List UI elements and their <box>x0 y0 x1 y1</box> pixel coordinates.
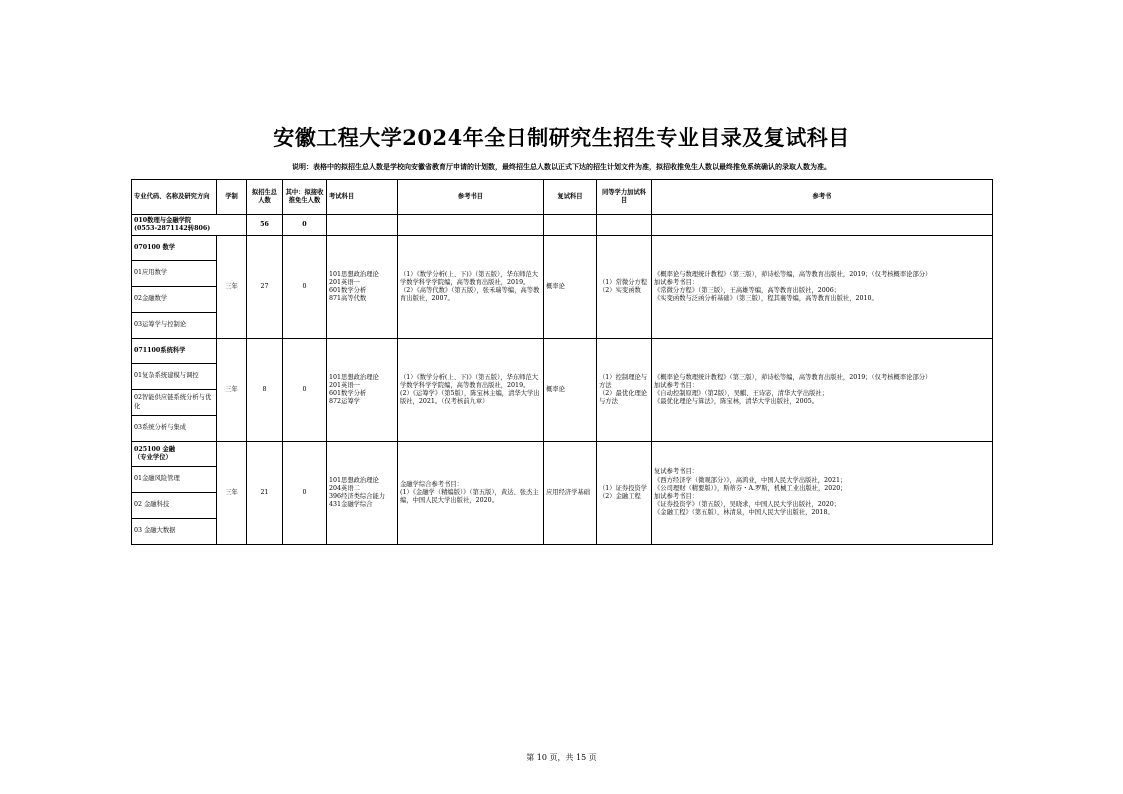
college-exempt: 0 <box>283 215 327 236</box>
header-total: 拟招生总人数 <box>247 180 283 215</box>
major-name: 070100 数学 <box>132 236 217 261</box>
major-books: （1）《数学分析(上、下)》（第五版），华东师范大学数学科学学院编，高等教育出版社，2019。 （2）《高等代数》（第五版），张禾瑞等编，高等教育出版社，2007。 <box>398 236 544 339</box>
direction-item: 03 金融大数据 <box>132 519 217 545</box>
major-total: 8 <box>247 339 283 442</box>
direction-item: 03系统分析与集成 <box>132 416 217 442</box>
direction-item: 02 金融科技 <box>132 493 217 519</box>
major-retest-books: 复试参考书目： 《西方经济学（微观部分）》，高鸿业，中国人民大学出版社，2021； 《公司理财（精要版）》，斯蒂芬・A.罗斯，机械工业出版社，2020； 加试参考书目： 《证券投资学》（第五版），吴晓求，中国人民大学出版社，2020； 《金融工程》（第五版），林清泉，中国人民大学出版社，2018。 <box>652 442 993 545</box>
page-footer: 第 10 页，共 15 页 <box>526 753 597 762</box>
header-extra: 同等学力加试科目 <box>597 180 652 215</box>
major-retest-books: 《概率论与数理统计教程》（第三版），茆诗松等编，高等教育出版社，2019；（仅考核概率论部分） 加试参考书目： 《常微分方程》（第三版），王高雄等编，高等教育出版社，2006； 《实变函数与泛函分析基础》（第三版），程其襄等编，高等教育出版社，2010。 <box>652 236 993 339</box>
direction-item: 01金融风险管理 <box>132 467 217 493</box>
college-total: 56 <box>247 215 283 236</box>
major-extra: （1）控制理论与方法 （2）最优化理论与方法 <box>597 339 652 442</box>
note-text: 说明：表格中的拟招生总人数是学校向安徽省教育厅申请的计划数，最终招生总人数以正式下达的招生计划文件为准，拟招收推免生人数以最终推免系统确认的录取人数为准。 <box>292 162 831 171</box>
major-row <box>132 339 993 364</box>
college-name: 010数理与金融学院 (0553-2871142转806) <box>132 215 247 236</box>
major-retest: 概率论 <box>544 339 597 442</box>
college-row <box>132 215 993 236</box>
major-duration: 三年 <box>217 442 247 545</box>
header-retest: 复试科目 <box>544 180 597 215</box>
major-total: 21 <box>247 442 283 545</box>
major-row <box>132 236 993 261</box>
major-books: 金融学综合参考书目： (1）《金融学（精编版）》（第五版），黄达、张杰主编，中国人民大学出版社，2020。 <box>398 442 544 545</box>
major-row <box>132 442 993 467</box>
table-header-row <box>132 180 993 215</box>
major-books: （1）《数学分析(上、下)》（第五版），华东师范大学数学科学学院编，高等教育出版社，2019。 (2）《运筹学》（第5版），陈宝林主编，清华大学出版社，2021。（仅考核前九章） <box>398 339 544 442</box>
header-retest-books: 参考书 <box>652 180 993 215</box>
header-exam: 考试科目 <box>327 180 398 215</box>
major-total: 27 <box>247 236 283 339</box>
direction-item: 02智能供应链系统分析与优化 <box>132 390 217 416</box>
direction-item: 03运筹学与控制论 <box>132 313 217 339</box>
header-exempt: 其中：拟接收推免生人数 <box>283 180 327 215</box>
header-major: 专业代码、名称及研究方向 <box>132 180 217 215</box>
major-exam: 101思想政治理论 201英语一 601数学分析 872运筹学 <box>327 339 398 442</box>
major-exempt: 0 <box>283 442 327 545</box>
major-duration: 三年 <box>217 236 247 339</box>
major-retest-books: 《概率论与数理统计教程》（第三版），茆诗松等编，高等教育出版社，2019；（仅考核概率论部分） 加试参考书目： 《自动控制原理》（第2版），吴麒、王诗宓，清华大学出版社； 《最优化理论与算法》，陈宝林，清华大学出版社，2005。 <box>652 339 993 442</box>
header-duration: 学制 <box>217 180 247 215</box>
major-duration: 三年 <box>217 339 247 442</box>
major-retest: 概率论 <box>544 236 597 339</box>
major-retest: 应用经济学基础 <box>544 442 597 545</box>
page-title: 安徽工程大学2024年全日制研究生招生专业目录及复试科目 <box>273 125 850 150</box>
direction-item: 02金融数学 <box>132 287 217 313</box>
major-name: 025100 金融 （专业学位） <box>132 442 217 467</box>
catalog-table <box>131 179 993 545</box>
major-exam: 101思想政治理论 201英语一 601数学分析 871高等代数 <box>327 236 398 339</box>
major-extra: （1）证券投资学 （2）金融工程 <box>597 442 652 545</box>
header-books: 参考书目 <box>398 180 544 215</box>
direction-item: 01复杂系统建模与调控 <box>132 364 217 390</box>
major-exempt: 0 <box>283 339 327 442</box>
major-exam: 101思想政治理论 204英语二 396经济类综合能力 431金融学综合 <box>327 442 398 545</box>
direction-item: 01应用数学 <box>132 261 217 287</box>
major-extra: （1）常微分方程 （2）实变函数 <box>597 236 652 339</box>
major-exempt: 0 <box>283 236 327 339</box>
major-name: 071100系统科学 <box>132 339 217 364</box>
